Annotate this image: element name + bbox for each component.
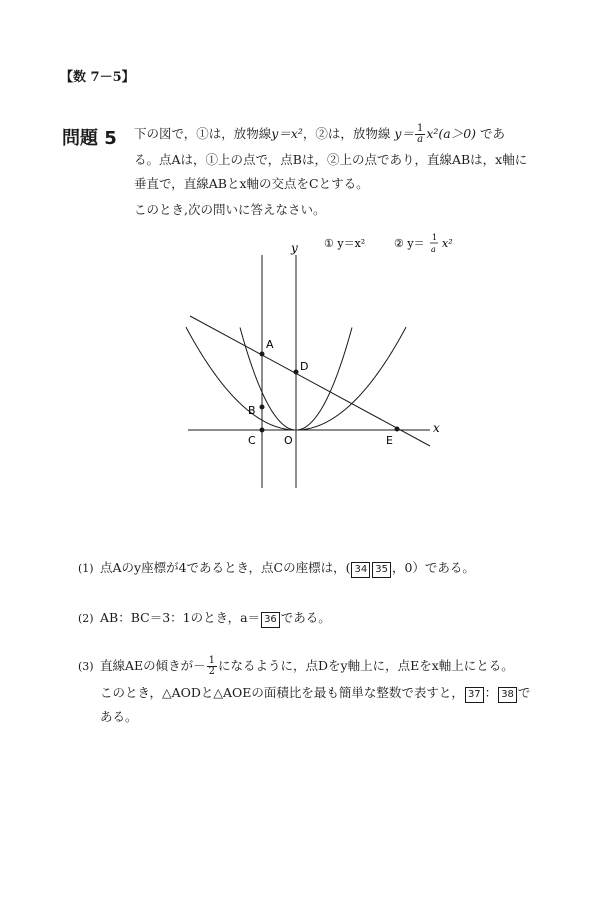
ratio-colon: ：	[484, 685, 498, 700]
y-axis-label: y	[291, 241, 298, 255]
point-d	[294, 370, 299, 375]
point-a	[260, 352, 265, 357]
question-text: である。	[280, 610, 331, 625]
header-label: 【数 7－5】	[60, 70, 135, 85]
label-b: B	[248, 404, 256, 417]
question-text: で	[517, 685, 531, 700]
point-e	[395, 427, 400, 432]
question-3-line-1	[78, 656, 530, 677]
question-text: になるように，点Dをy軸上に，点Eをx軸上にとる。	[218, 658, 514, 673]
question-text: 直線AEの傾きが－	[100, 658, 206, 673]
point-c	[260, 428, 265, 433]
curve-2-fraction-denominator: a	[431, 245, 436, 254]
question-text: このとき，△AODと△AOEの面積比を最も簡単な整数で表すと，	[100, 685, 464, 700]
line-ae	[190, 316, 430, 446]
answer-box-36[interactable]: 36	[261, 612, 280, 628]
label-d: D	[300, 360, 309, 373]
answer-box-38[interactable]: 38	[498, 687, 517, 703]
fraction-one-half	[207, 656, 217, 677]
question-number: (3)	[78, 660, 94, 673]
curve-2-fraction-numerator: 1	[432, 233, 438, 242]
question-text: ，0）である。	[391, 560, 475, 575]
curve-1-label: ① y＝x²	[324, 237, 366, 250]
problem-title: 問題 5	[62, 128, 117, 149]
point-b	[260, 405, 265, 410]
question-text: 点Aのy座標が4であるとき，点Cの座標は，(	[100, 560, 351, 575]
label-o: O	[284, 434, 293, 447]
fraction-denominator: 2	[208, 666, 216, 677]
problem-text: 下の図で，①は，放物線	[134, 126, 272, 141]
condition: (a＞0)	[438, 126, 477, 141]
question-1	[78, 558, 475, 579]
problem-line-3: 垂直で，直線ABとx軸の交点をCとする。	[134, 176, 369, 191]
question-text: AB：BC＝3：1のとき，a＝	[100, 610, 261, 625]
fraction-numerator: 1	[416, 123, 424, 134]
label-c: C	[248, 434, 256, 447]
equation-2-rhs: x²	[426, 126, 439, 141]
problem-line-4: このとき,次の問いに答えなさい。	[134, 202, 326, 217]
equation-1: y＝x²	[271, 126, 303, 141]
problem-text: であ	[480, 126, 506, 141]
question-number: (1)	[78, 562, 94, 575]
answer-box-35[interactable]: 35	[372, 562, 391, 578]
fraction-denominator: a	[417, 134, 424, 145]
x-axis-label: x	[433, 421, 440, 435]
problem-text: ，②は，放物線	[302, 126, 391, 141]
problem-line-2: る。点Aは，①上の点で，点Bは，②上の点であり，直線ABは，x軸に	[134, 152, 528, 167]
equation-2-lhs: y＝	[394, 126, 414, 141]
curve-2-label-prefix: ② y＝	[394, 237, 425, 250]
question-3	[78, 656, 530, 727]
question-number: (2)	[78, 612, 94, 625]
answer-box-37[interactable]: 37	[465, 687, 484, 703]
question-3-line-2	[78, 683, 530, 703]
fraction-numerator: 1	[208, 655, 216, 666]
question-2	[78, 608, 331, 629]
label-e: E	[386, 434, 393, 447]
label-a: A	[266, 338, 274, 351]
answer-box-34[interactable]: 34	[351, 562, 370, 578]
question-3-line-3: ある。	[100, 709, 138, 724]
curve-2-label-suffix: x²	[442, 237, 453, 250]
